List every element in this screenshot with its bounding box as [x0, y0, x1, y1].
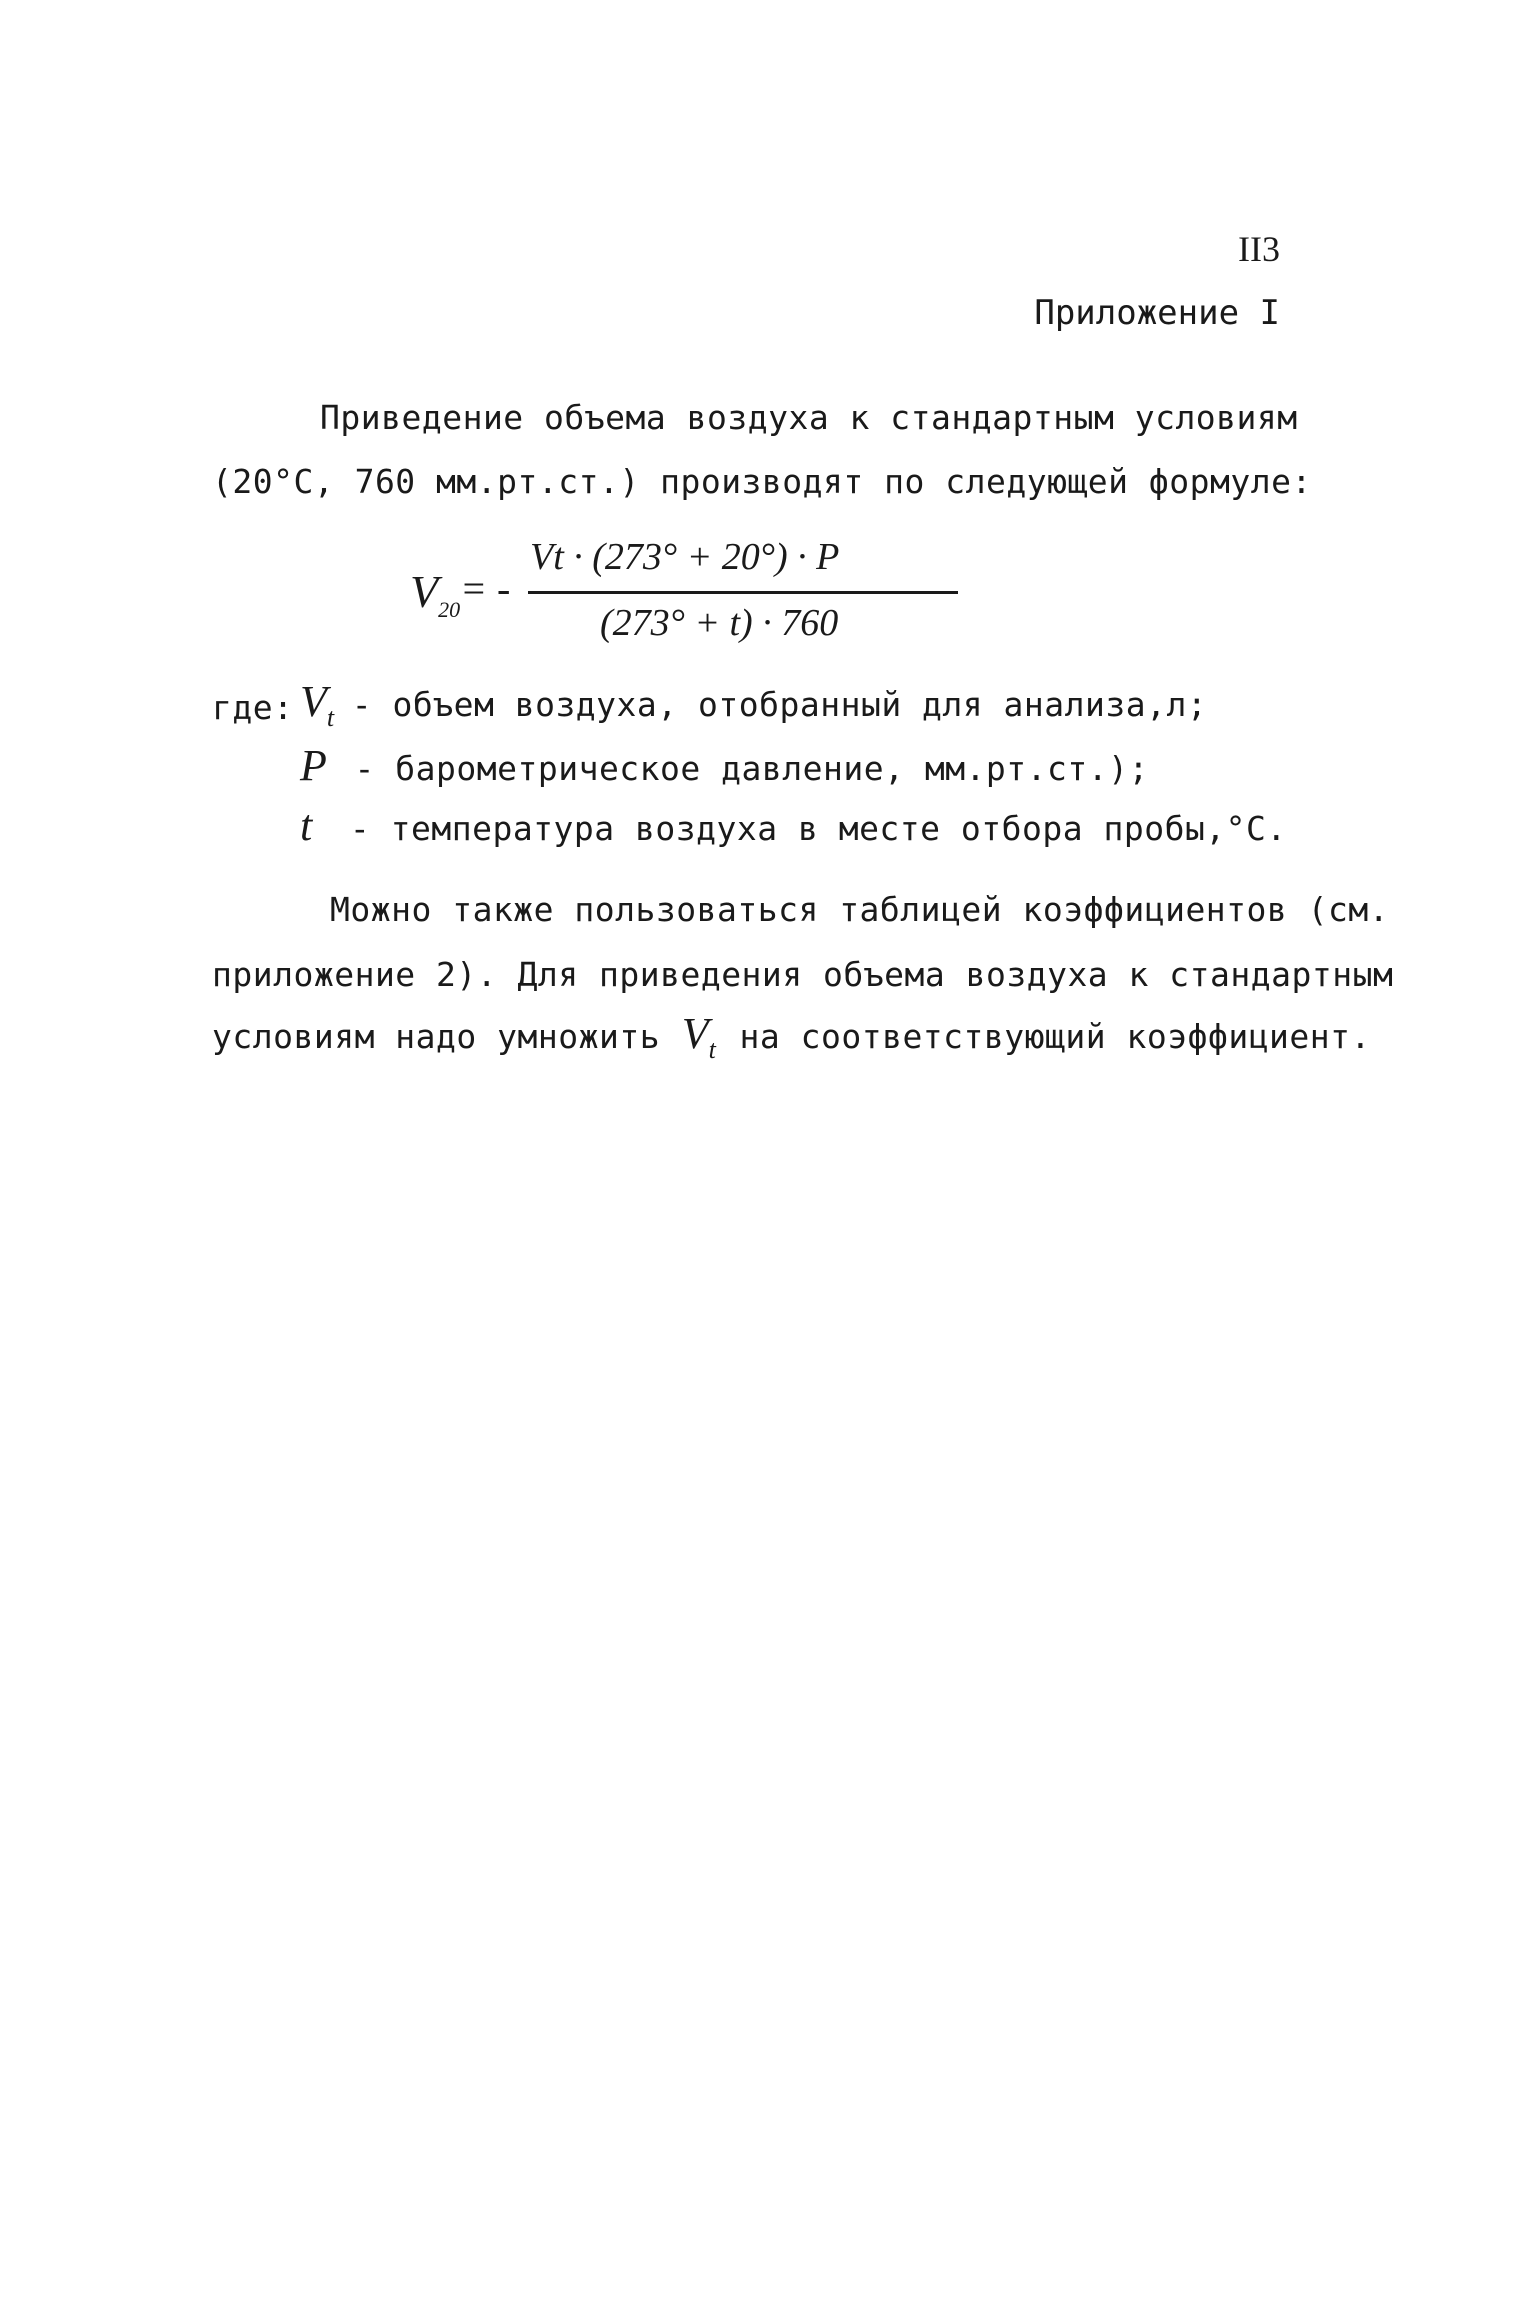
intro-line-2: (20°C, 760 мм.рт.ст.) производят по следующей формуле:	[212, 462, 1312, 501]
formula-denominator: (273° + t) · 760	[600, 602, 839, 644]
definition-text: - температура воздуха в месте отбора пробы,°С.	[349, 809, 1287, 848]
definition-row-temperature	[300, 800, 1287, 851]
intro-line-1: Приведение объема воздуха к стандартным условиям	[320, 398, 1298, 437]
note-subscript: t	[708, 1034, 716, 1064]
formula-numerator: Vt · (273° + 20°) · P	[530, 536, 840, 578]
note-line-3-after: на соответствующий коэффициент.	[739, 1017, 1371, 1056]
definition-row-pressure	[300, 740, 1149, 791]
definition-text: - барометрическое давление, мм.рт.ст.);	[354, 749, 1149, 788]
definition-text: - объем воздуха, отобранный для анализа,л;	[351, 685, 1208, 724]
definition-subscript: t	[326, 702, 335, 732]
note-line-2: приложение 2). Для приведения объема воздуха к стандартным	[212, 955, 1394, 994]
formula-equals: = -	[460, 566, 511, 611]
note-symbol: V	[681, 1009, 709, 1058]
appendix-title: Приложение I	[1034, 293, 1280, 333]
formula	[410, 535, 970, 665]
fraction-bar	[528, 591, 958, 594]
note-line-3-before: условиям надо умножить	[212, 1017, 661, 1056]
formula-lhs	[410, 565, 460, 623]
page-number: II3	[1238, 229, 1280, 269]
definition-symbol-t: t	[300, 801, 313, 850]
note-symbol-vt	[681, 1009, 716, 1064]
definition-symbol-vt	[300, 677, 335, 732]
definition-row-volume	[300, 676, 1207, 733]
note-line-3	[212, 1008, 1371, 1065]
definition-symbol-p: P	[300, 741, 327, 790]
formula-lhs-subscript: 20	[438, 597, 461, 623]
formula-lhs-symbol: V	[410, 566, 439, 617]
note-line-1: Можно также пользоваться таблицей коэффициентов (см.	[330, 890, 1390, 929]
definition-symbol: V	[300, 677, 327, 726]
where-label: где:	[212, 688, 294, 727]
